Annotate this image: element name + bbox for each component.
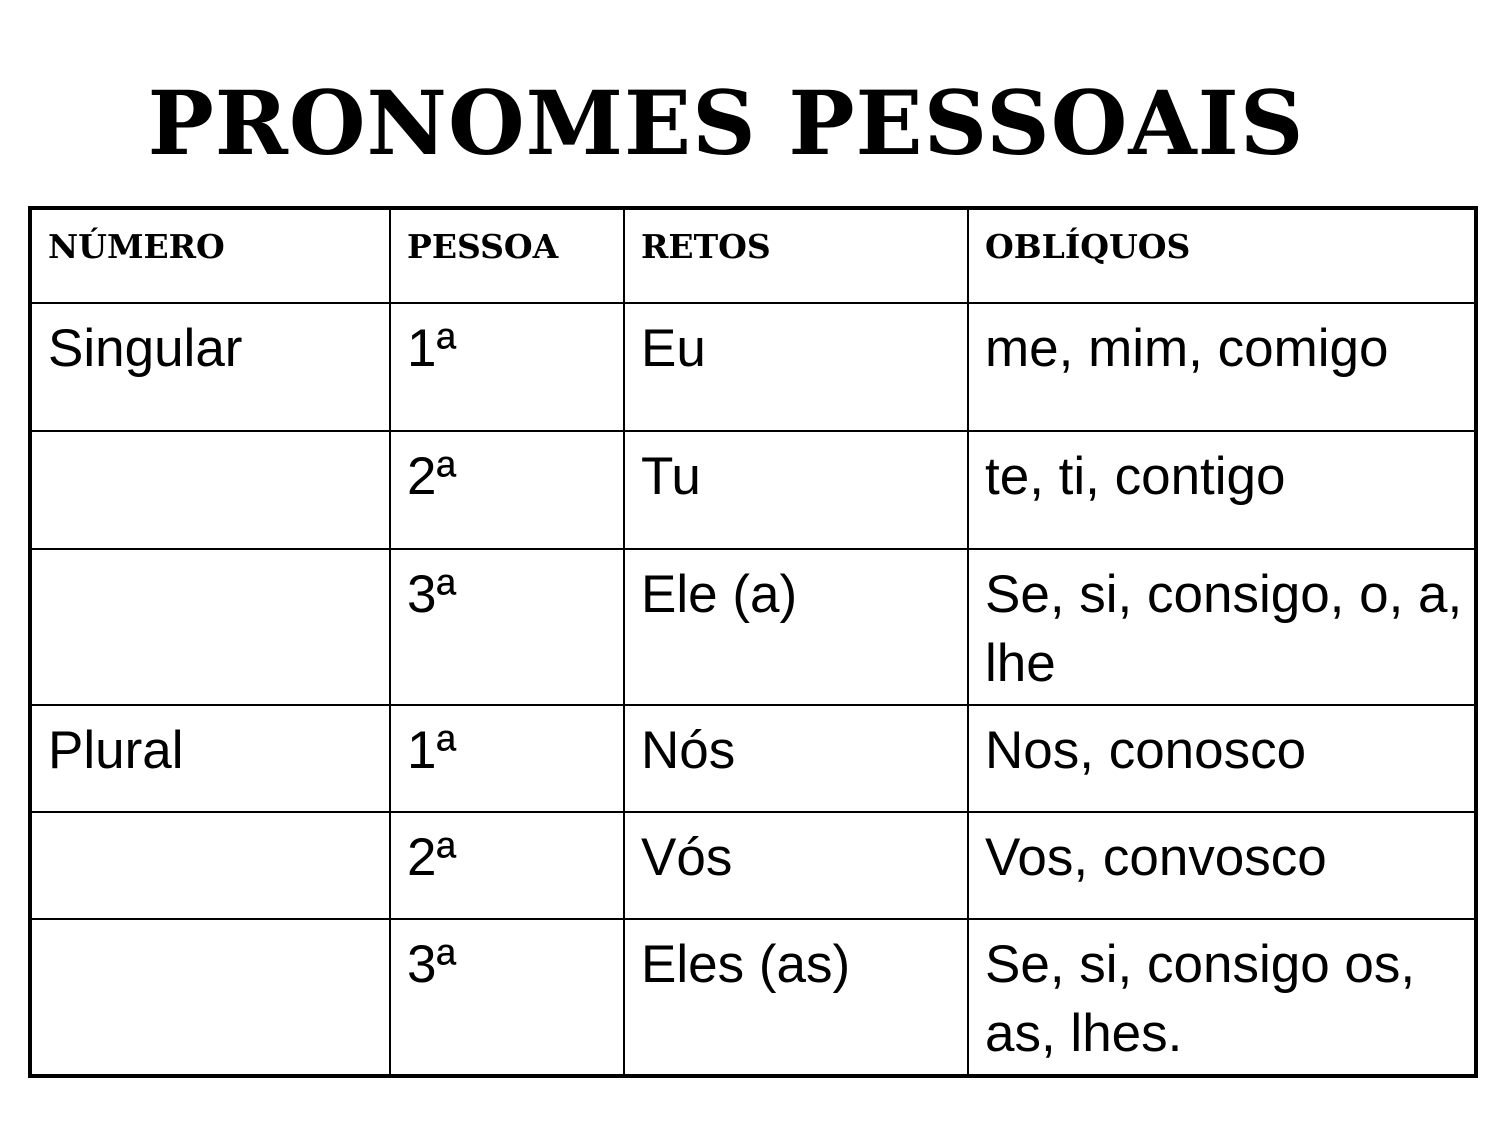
table-row <box>30 705 1476 812</box>
table-row <box>30 431 1476 549</box>
cell-pessoa: 1ª <box>390 705 624 812</box>
table-row <box>30 549 1476 705</box>
table-row <box>30 919 1476 1076</box>
cell-obliquos: Se, si, consigo, o, a, lhe <box>968 549 1476 705</box>
header-obliquos: OBLÍQUOS <box>968 208 1476 303</box>
cell-pessoa: 3ª <box>390 919 624 1076</box>
cell-obliquos: me, mim, comigo <box>968 303 1476 431</box>
pronouns-table <box>28 206 1478 1078</box>
cell-numero <box>30 919 390 1076</box>
cell-pessoa: 2ª <box>390 812 624 919</box>
table-row <box>30 303 1476 431</box>
table-row <box>30 812 1476 919</box>
cell-retos: Eu <box>624 303 968 431</box>
cell-numero: Plural <box>30 705 390 812</box>
cell-retos: Ele (a) <box>624 549 968 705</box>
cell-retos: Vós <box>624 812 968 919</box>
cell-obliquos: te, ti, contigo <box>968 431 1476 549</box>
cell-retos: Eles (as) <box>624 919 968 1076</box>
header-numero: NÚMERO <box>30 208 390 303</box>
cell-obliquos: Se, si, consigo os, as, lhes. <box>968 919 1476 1076</box>
header-retos: RETOS <box>624 208 968 303</box>
cell-obliquos: Nos, conosco <box>968 705 1476 812</box>
cell-numero: Singular <box>30 303 390 431</box>
cell-numero <box>30 549 390 705</box>
cell-retos: Nós <box>624 705 968 812</box>
cell-pessoa: 3ª <box>390 549 624 705</box>
cell-numero <box>30 431 390 549</box>
table-header-row <box>30 208 1476 303</box>
cell-numero <box>30 812 390 919</box>
page-title: PRONOMES PESSOAIS <box>147 71 1305 175</box>
cell-obliquos: Vos, convosco <box>968 812 1476 919</box>
header-pessoa: PESSOA <box>390 208 624 303</box>
cell-pessoa: 1ª <box>390 303 624 431</box>
cell-pessoa: 2ª <box>390 431 624 549</box>
cell-retos: Tu <box>624 431 968 549</box>
